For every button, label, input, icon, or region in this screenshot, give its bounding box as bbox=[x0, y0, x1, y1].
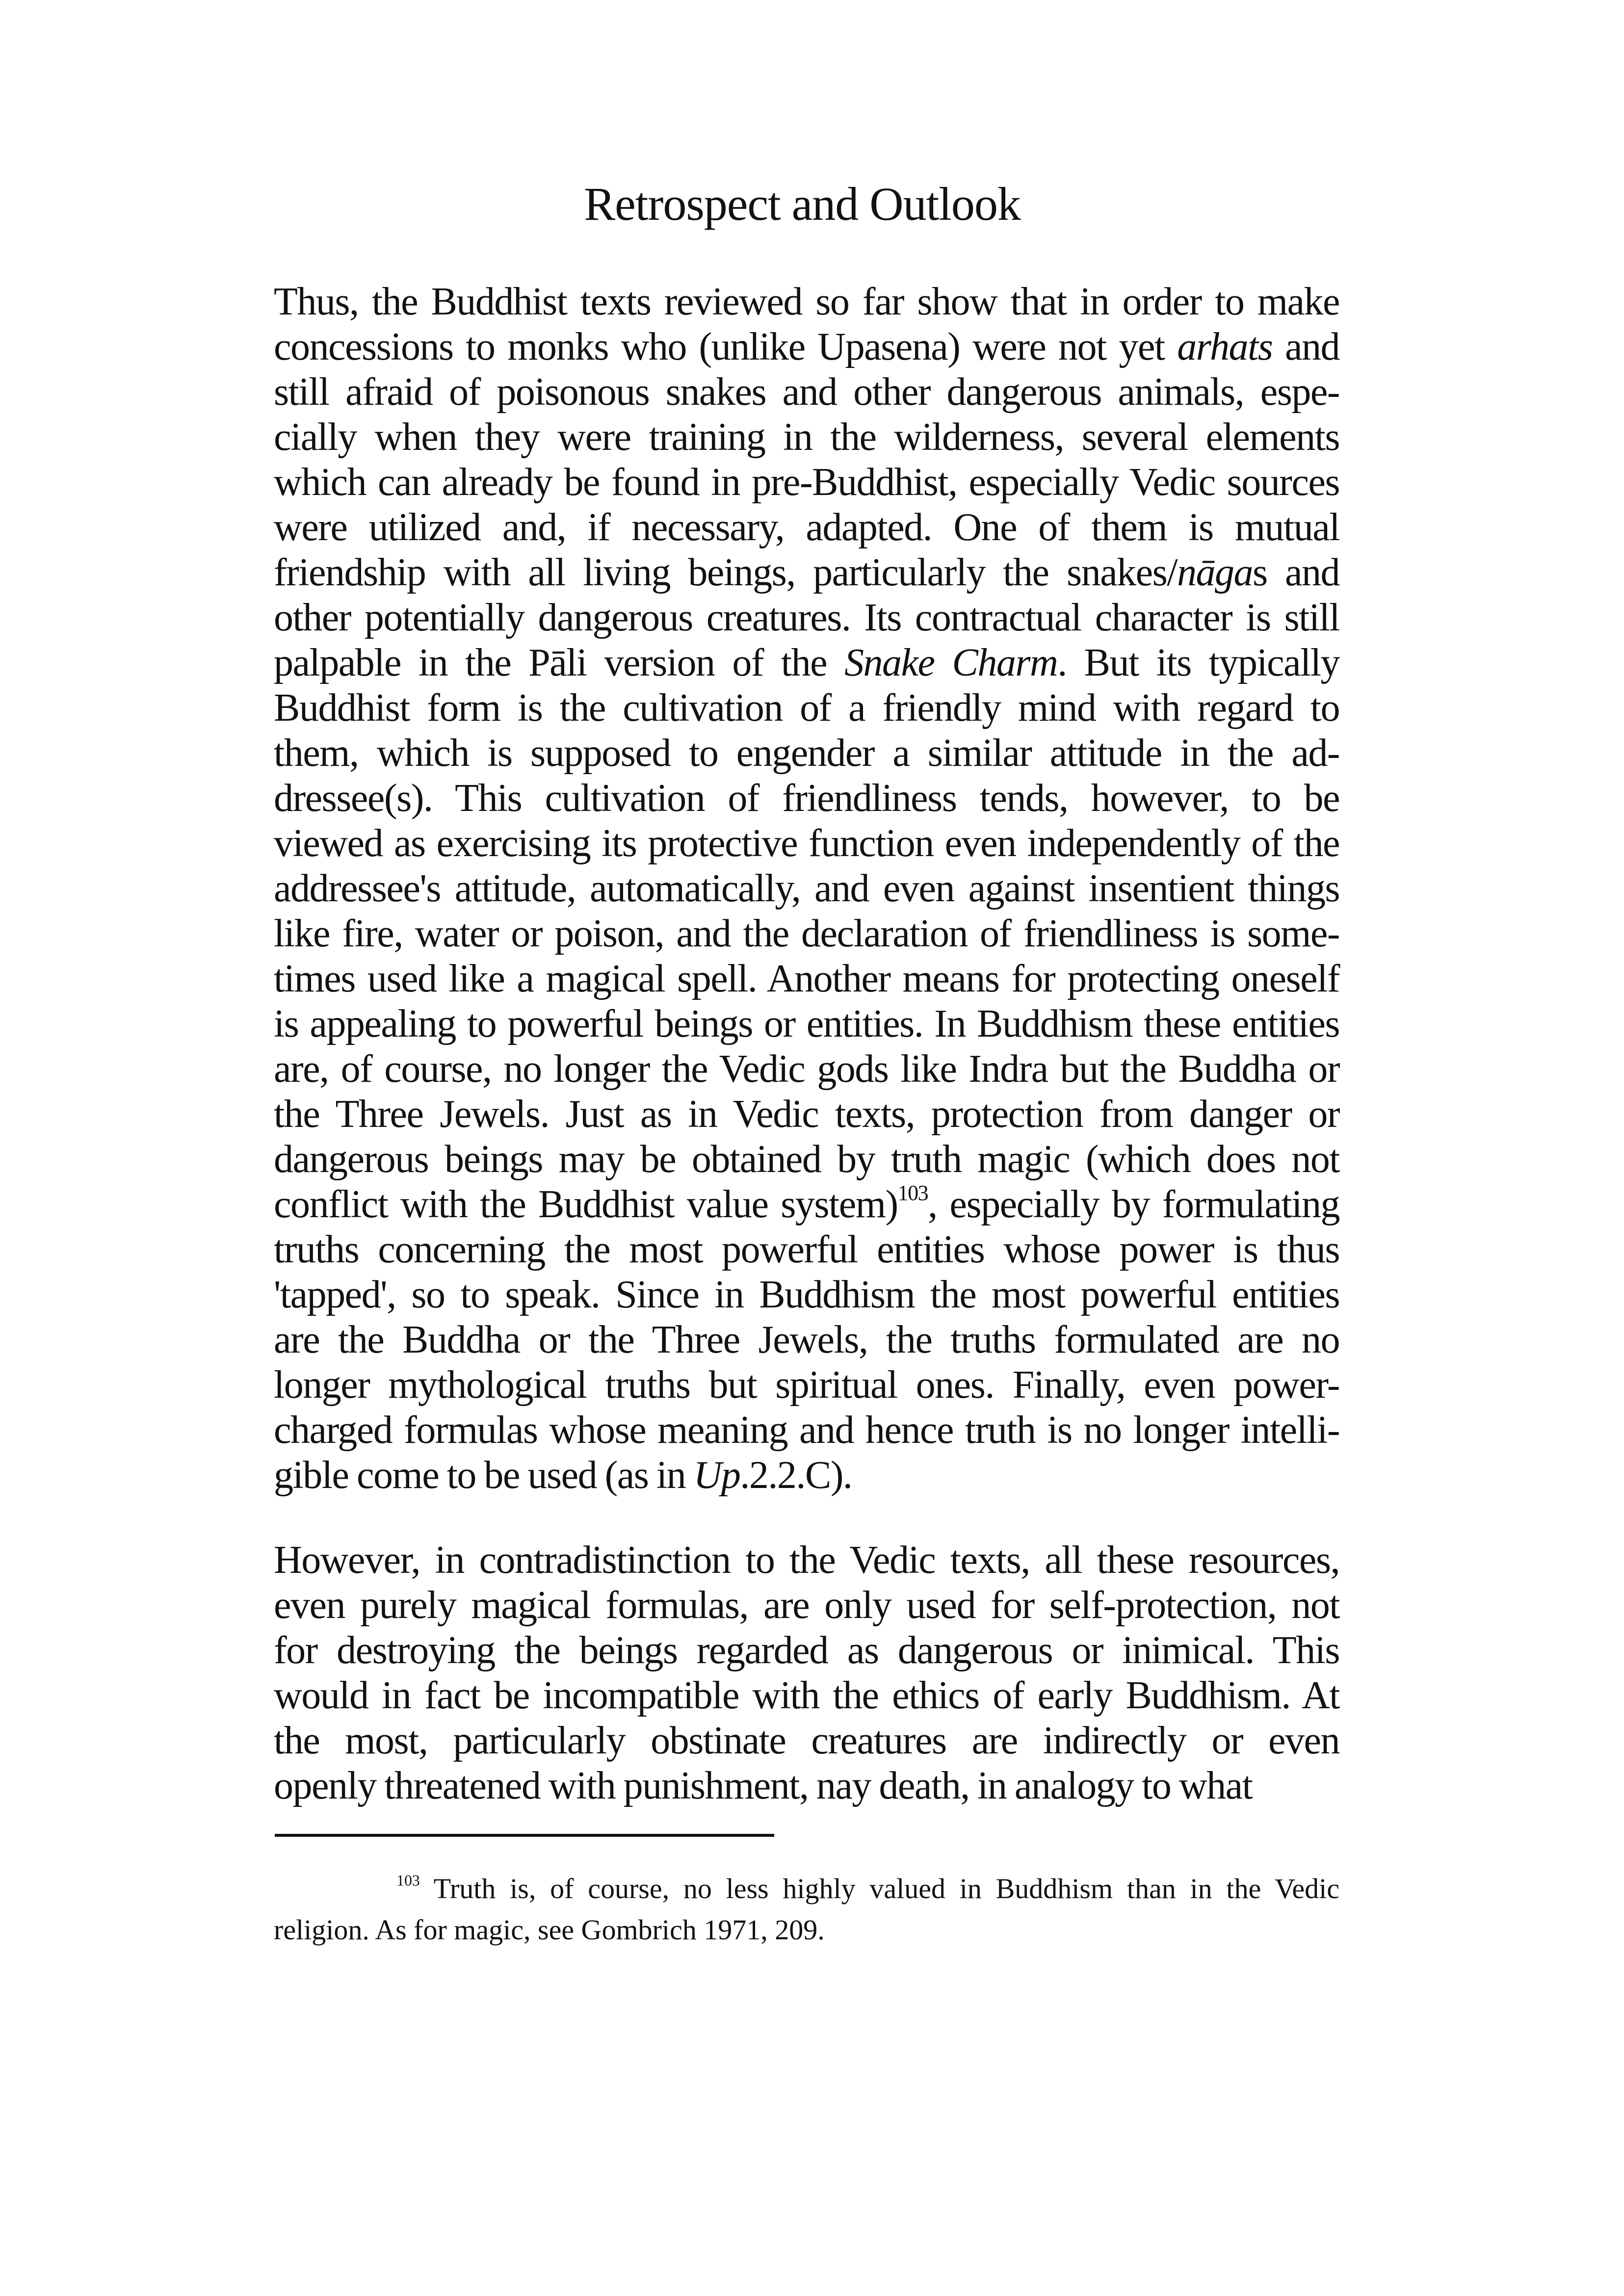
text-line bbox=[274, 866, 1339, 911]
text-line bbox=[274, 460, 1339, 505]
text-line bbox=[274, 415, 1339, 460]
text-line bbox=[274, 640, 1339, 685]
page-title: Retrospect and Outlook bbox=[584, 178, 1021, 230]
text-line bbox=[274, 1583, 1339, 1628]
text-segment: times used like a magical spell. Another means for protecting oneself bbox=[274, 957, 1339, 1000]
text-segment: truths concerning the most powerful entities whose power is thus bbox=[274, 1228, 1339, 1271]
text-segment: Buddhist form is the cultivation of a friendly mind with regard to bbox=[274, 686, 1339, 730]
text-segment: openly threatened with punishment, nay death, in analogy to what bbox=[274, 1764, 1253, 1807]
text-segment: cially when they were training in the wilderness, several elements bbox=[274, 416, 1339, 459]
text-segment: palpable in the Pāli version of the bbox=[274, 641, 845, 684]
text-line bbox=[274, 595, 1339, 640]
italic-term: Up bbox=[693, 1454, 740, 1497]
text-line bbox=[274, 505, 1339, 550]
text-line bbox=[274, 279, 1339, 324]
text-line bbox=[274, 324, 1339, 369]
text-segment: would in fact be incompatible with the ethics of early Buddhism. At bbox=[274, 1674, 1339, 1717]
footnote-line-2: religion. As for magic, see Gombrich 1971, 209. bbox=[274, 1914, 825, 1946]
text-line bbox=[274, 911, 1339, 956]
text-segment: even purely magical formulas, are only used for self-protection, not bbox=[274, 1584, 1339, 1627]
text-segment: viewed as exercising its protective function even independently of the bbox=[274, 822, 1339, 865]
text-segment: for destroying the beings regarded as dangerous or inimical. This bbox=[274, 1629, 1339, 1672]
text-segment: is appealing to powerful beings or entities. In Buddhism these entities bbox=[274, 1002, 1339, 1045]
text-segment: conflict with the Buddhist value system) bbox=[274, 1183, 898, 1226]
italic-term: arhats bbox=[1177, 325, 1273, 368]
text-segment: like fire, water or poison, and the declaration of friendliness is some- bbox=[274, 912, 1339, 955]
text-segment: still afraid of poisonous snakes and other dangerous animals, espe- bbox=[274, 370, 1339, 414]
text-line bbox=[274, 821, 1339, 866]
text-line bbox=[274, 1092, 1339, 1137]
text-segment: gible come to be used (as in bbox=[274, 1454, 694, 1497]
text-segment: are the Buddha or the Three Jewels, the truths formulated are no bbox=[274, 1318, 1339, 1361]
text-segment: them, which is supposed to engender a similar attitude in the ad- bbox=[274, 731, 1339, 775]
italic-term: nāga bbox=[1177, 551, 1253, 594]
footnote-divider bbox=[275, 1834, 774, 1837]
paragraph-2 bbox=[274, 1538, 1339, 1808]
text-line bbox=[274, 956, 1339, 1001]
text-segment: However, in contradistinction to the Vedic texts, all these resources, bbox=[274, 1539, 1339, 1582]
text-segment: the most, particularly obstinate creatures are indirectly or even bbox=[274, 1719, 1339, 1762]
text-segment: concessions to monks who (unlike Upasena) were not yet bbox=[274, 325, 1178, 368]
text-segment: 'tapped', so to speak. Since in Buddhism the most powerful entities bbox=[274, 1273, 1339, 1316]
footnote-reference: 103 bbox=[897, 1180, 928, 1205]
text-segment: . But its typically bbox=[1057, 641, 1340, 684]
text-line bbox=[274, 685, 1339, 731]
text-segment: were utilized and, if necessary, adapted. One of them is mutual bbox=[274, 506, 1339, 549]
text-segment: Thus, the Buddhist texts reviewed so far show that in order to make bbox=[274, 280, 1339, 323]
text-line bbox=[274, 1046, 1339, 1092]
text-segment: addressee's attitude, automatically, and even against insentient things bbox=[274, 867, 1339, 910]
text-line bbox=[274, 1317, 1339, 1362]
text-line bbox=[274, 1763, 1339, 1808]
text-line bbox=[274, 1272, 1339, 1317]
text-line bbox=[274, 550, 1339, 595]
text-segment: which can already be found in pre-Buddhist, especially Vedic sources bbox=[274, 461, 1339, 504]
text-segment: s and bbox=[1252, 551, 1340, 594]
text-line bbox=[274, 1001, 1339, 1046]
italic-term: Snake Charm bbox=[844, 641, 1058, 684]
text-segment: the Three Jewels. Just as in Vedic texts, protection from danger or bbox=[274, 1093, 1339, 1136]
text-line bbox=[274, 1137, 1339, 1182]
text-line bbox=[274, 1453, 1339, 1498]
paragraph-1 bbox=[274, 279, 1339, 1498]
text-segment: friendship with all living beings, particularly the snakes/ bbox=[274, 551, 1177, 594]
text-line bbox=[274, 369, 1339, 415]
text-line bbox=[274, 731, 1339, 776]
text-segment: charged formulas whose meaning and hence truth is no longer intelli- bbox=[274, 1409, 1339, 1452]
text-line bbox=[274, 1628, 1339, 1673]
text-segment: other potentially dangerous creatures. Its contractual character is still bbox=[274, 596, 1339, 639]
text-line bbox=[274, 1673, 1339, 1718]
text-segment: and bbox=[1272, 325, 1339, 368]
footnote-text: Truth is, of course, no less highly valued in Buddhism than in the Vedic bbox=[433, 1873, 1340, 1905]
text-segment: , especially by formulating bbox=[928, 1183, 1339, 1226]
text-segment: are, of course, no longer the Vedic gods like Indra but the Buddha or bbox=[274, 1047, 1339, 1091]
footnote-number: 103 bbox=[396, 1872, 420, 1889]
text-line bbox=[274, 1182, 1339, 1227]
text-line bbox=[274, 1362, 1339, 1408]
text-line bbox=[274, 1227, 1339, 1272]
text-line bbox=[274, 1408, 1339, 1453]
text-segment: dressee(s). This cultivation of friendliness tends, however, to be bbox=[274, 777, 1339, 820]
text-segment: .2.2.C). bbox=[740, 1454, 852, 1497]
text-segment: longer mythological truths but spiritual ones. Finally, even power- bbox=[274, 1363, 1339, 1407]
text-line bbox=[274, 776, 1339, 821]
text-line bbox=[274, 1718, 1339, 1763]
footnote-line-1 bbox=[274, 1868, 1339, 1909]
text-segment: dangerous beings may be obtained by truth magic (which does not bbox=[274, 1138, 1339, 1181]
text-line bbox=[274, 1538, 1339, 1583]
